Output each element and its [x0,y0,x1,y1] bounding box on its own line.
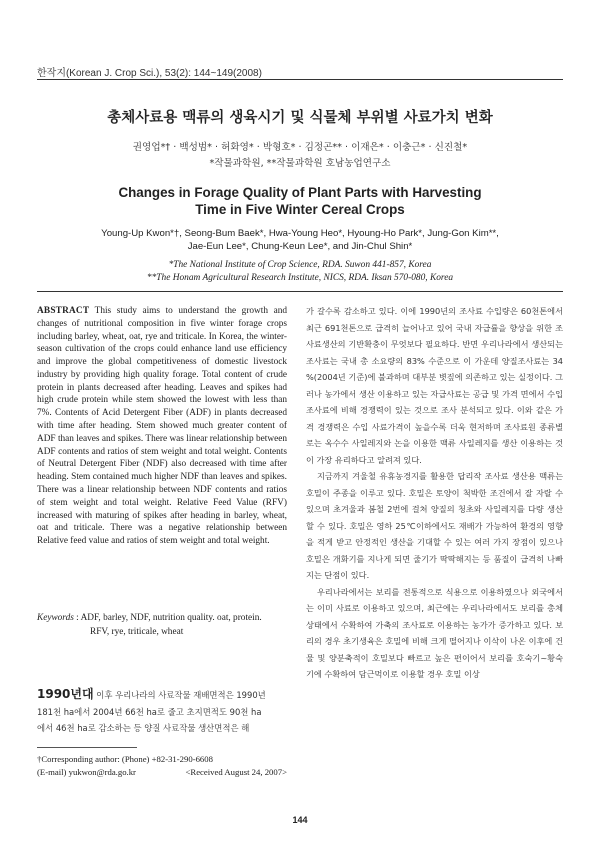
introduction [37,686,287,737]
authors-english-line1: Young-Up Kwon*†, Seong-Bum Baek*, Hwa-Young Heo*, Hyoung-Ho Park*, Jung-Gon Kim**, [101,228,499,239]
page-number: 144 [292,815,308,825]
keywords-line2: RFV, rye, triticale, wheat [90,627,184,637]
authors-english-line2: Jae-Eun Lee*, Chung-Keun Lee*, and Jin-Chul Shin* [187,241,413,253]
affiliation-korean: *작물과학원, **작물과학원 호남농업연구소 [209,158,391,169]
keywords [37,611,287,639]
intro-line3: 에서 46천 ha로 감소하는 등 양질 사료작물 생산면적은 해 [37,723,250,734]
abstract-label: ABSTRACT [37,306,90,316]
keywords-line1: : ADF, barley, NDF, nutrition quality. oat, protein. [76,613,262,623]
abstract-text: This study aims to understand the growth and changes of nutritional composition in five winter forage crops including barley, wheat, oat, rye and triticale. In Korea, the winter-season cultivation of the crops could enhance land use efficiency and improve the global competitiveness of domestic livestock industry by providing high quality forage. Total content of crude protein in plants decreased after heading. Leaves and spikes had high crude protein while stem showed the lowest with less than 7%. Contents of Acid Detergent Fiber (ADF) in plants decreased with time after heading. Stem showed much greater content of ADF than leaves and spikes. There was linear relationship between ADF contents and ratios of stem weight and total weight. Contents of Neutral Detergent Fiber (NDF) also decreased with time after heading. Stem contained much higher NDF than leaves and spikes. There was a linear relationship between NDF contents and ratios of stem weight and total weight. Relative Feed Value (RFV) increased with maturing of spikes after heading in barley, wheat, oat and triticale. There was a negative relationship between Relative feed value and ratios of stem weight and total weight. [37,306,287,547]
authors-english [0,227,600,254]
keywords-label: Keywords [37,613,74,623]
authors-korean: 권영업*† · 백성범* · 허화영* · 박형호* · 김정곤** · 이재은* · 이충근* · 신진철* [132,142,468,153]
footnote-phone: †Corresponding author: (Phone) +82-31-290-6608 [37,754,213,764]
footnote-email: (E-mail) yukwon@rda.go.kr [37,767,136,777]
footnote-rule [37,747,137,748]
footnote [37,753,287,779]
right-column [306,303,563,683]
title-english [0,184,600,218]
affiliation-english-line1: *The National Institute of Crop Science, RDA. Suwon 441-857, Korea [168,260,432,270]
right-paragraph-1: 가 갈수록 감소하고 있다. 이에 1990년의 조사료 수입량은 60천톤에서 최근 691천톤으로 급격히 늘어나고 있어 국내 자급률을 향상을 위한 조사료생산의 기반확충이 무엇보다 필요하다. 반면 우리나라에서 생산되는 조사료는 국내 총 소요량의 83% 수준으로 이 가운데 양질조사료는 34 %(2004년 기준)에 불과하며 대부분 볏짚에 의존하고 있는 실정이다. 그러나 농가에서 생산 이용하고 있는 자급사료는 공급 및 가격 면에서 수입 조사료에 비해 경쟁력이 있는 것으로 조사 분석되고 있다. 이와 같은 가격 경쟁력은 수입 사료가격이 높을수록 더욱 현저하며 조사료원 종류별로는 옥수수 사일레지와 논을 이용한 맥류 사일레지를 생산 이용하는 것이 가장 유리하다고 알려져 있다. [306,306,563,465]
section-rule [37,291,563,292]
title-korean: 총체사료용 맥류의 생육시기 및 식물체 부위별 사료가치 변화 [107,110,493,126]
title-english-line2: Time in Five Winter Cereal Crops [195,202,405,217]
right-paragraph-2: 지금까지 겨울철 유휴농경지를 활용한 답리작 조사료 생산용 맥류는 호밀이 주종을 이루고 있다. 호밀은 토양이 척박한 조건에서 잘 자랄 수 있으며 초겨울과 봄철 2번에 걸쳐 양질의 청초와 사일레지를 다량 생산할 수 있다. 호밀은 영하 25℃이하에서도 재배가 가능하여 환경의 영향을 적게 받고 안정적인 생산을 기대할 수 있는 여러 가지 장점이 있으나 호밀은 개화기를 지나게 되면 줄기가 딱딱해지는 등 품질이 급격히 나빠지는 단점이 있다. [306,471,563,580]
intro-line1: 이후 우리나라의 사료작물 재배면적은 1990년 [96,690,266,700]
affiliation-english-line2: **The Honam Agricultural Research Institute, NICS, RDA. Iksan 570-080, Korea [146,272,454,283]
title-english-line1: Changes in Forage Quality of Plant Parts with Harvesting [118,185,482,200]
abstract [37,305,287,548]
footnote-received: <Received August 24, 2007> [185,767,287,777]
affiliation-english [0,259,600,284]
right-paragraph-3: 우리나라에서는 보리를 전통적으로 식용으로 이용하였으나 외국에서는 이미 사료로 이용하고 있으며, 최근에는 우리나라에서도 보리를 총체상태에서 수확하여 가축의 조사료로 이용하는 농가가 증가하고 있다. 보리의 경우 초기생육은 호밀에 비해 크게 떨어지나 이삭이 나온 이후에 건물 및 양분축적이 호밀보다 빠르고 높은 편이어서 보리를 호숙기~황숙기에 수확하여 담근먹이로 이용할 경우 호밀 이상 [306,586,563,679]
intro-line2: 181천 ha에서 2004년 66천 ha로 줄고 초지면적도 90천 ha [37,706,262,717]
intro-lead: 1990년대 [37,687,94,701]
journal-citation: 한작지(Korean J. Crop Sci.), 53(2): 144~149(2008) [37,68,262,79]
header-rule [37,79,563,80]
